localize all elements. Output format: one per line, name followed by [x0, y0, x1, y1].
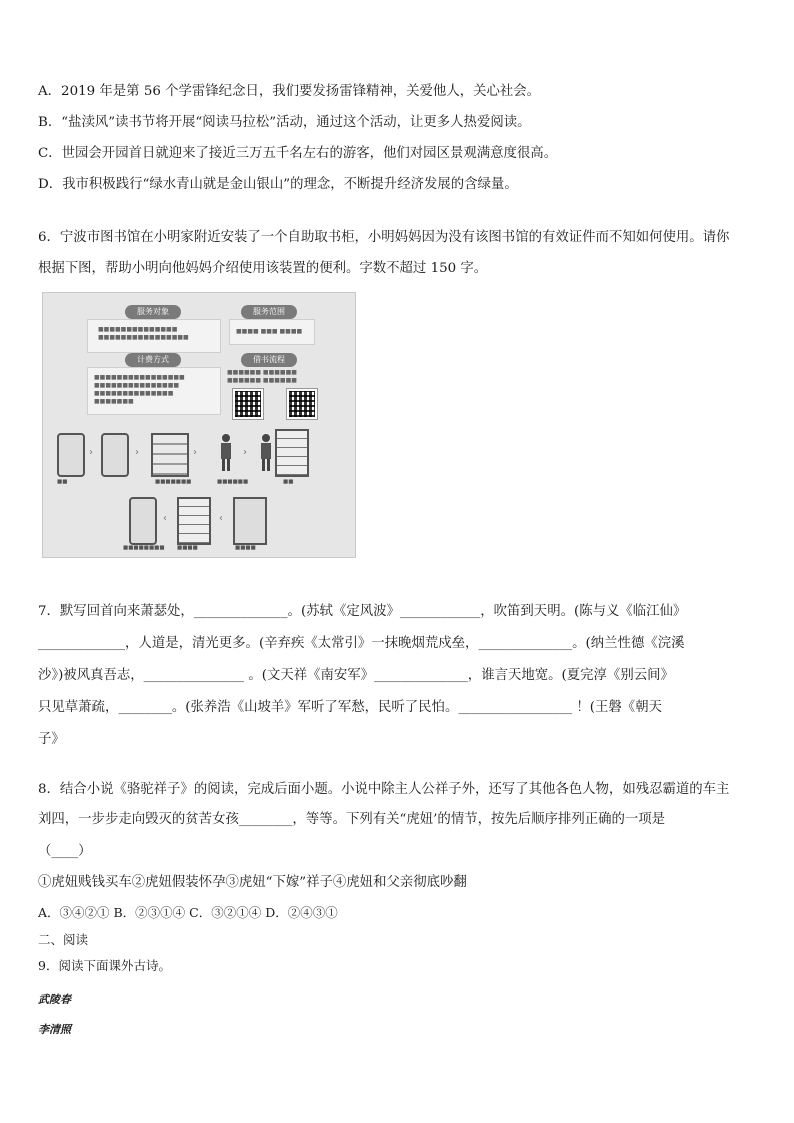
arrow-left-icon: ‹: [163, 513, 167, 524]
q8-text-line3: （____）: [38, 844, 92, 859]
locker-icon: [233, 497, 267, 545]
q9-text-line1: 9．阅读下面课外古诗。: [38, 958, 171, 973]
locker-icon: [177, 497, 211, 545]
bookshelf-icon: [151, 433, 189, 477]
poem-title: 武陵春: [38, 993, 71, 1006]
q7-text-line2: _____________，人道是，清光更多。(辛弃疾《太常引》一抹晚烟荒戍垒，______________。(纳兰性德《浣溪: [38, 636, 685, 651]
q7-text-line3: 沙》)被风真吾志，_______________ 。(文天祥《南安军》______________，谁言天地宽。(夏完淳《别云间》: [38, 668, 674, 683]
q8-text-line1: 8．结合小说《骆驼祥子》的阅读，完成后面小题。小说中除主人公祥子外，还写了其他各色人物，如残忍霸道的车主: [38, 782, 730, 797]
q6-text-line2: 根据下图，帮助小明向他妈妈介绍使用该装置的便利。字数不超过 150 字。: [38, 261, 488, 276]
q5-option-a: A．2019 年是第 56 个学雷锋纪念日，我们要发扬雷锋精神，关爱他人，关心社会。: [38, 84, 541, 99]
locker-icon: [275, 429, 309, 477]
q5-option-b: B．“盐渎风”读书节将开展“阅读马拉松”活动，通过这个活动，让更多人热爱阅读。: [38, 115, 531, 130]
arrow-right-icon: ›: [193, 447, 197, 458]
arrow-right-icon: ›: [243, 447, 247, 458]
section-heading-reading: 二、阅读: [38, 932, 89, 947]
label-borrow-flow: 借书流程: [241, 353, 297, 367]
billing-box: ■■■■■■■■■■■■■■■■ ■■■■■■■■■■■■■■■ ■■■■■■■■■■■■■■ ■■■■■■■: [87, 367, 221, 415]
qr-code-icon: [233, 389, 263, 419]
q5-option-d: D．我市积极践行“绿水青山就是金山银山”的理念，不断提升经济发展的含绿量。: [38, 177, 518, 192]
q5-option-c: C．世园会开园首日就迎来了接近三万五千名左右的游客，他们对园区景观满意度很高。: [38, 146, 558, 161]
q7-text-line1: 7．默写回首向来萧瑟处，______________。(苏轼《定风波》____________，吹笛到天明。(陈与义《临江仙》: [38, 604, 687, 619]
q8-text-line4: ①虎妞贱钱买车②虎妞假装怀孕③虎妞“下嫁”祥子④虎妞和父亲彻底吵翻: [38, 875, 467, 890]
phone-icon: [129, 497, 157, 545]
q8-text-line2: 刘四，一步步走向毁灭的贫苦女孩________，等等。下列有关“虎妞’的情节，按先后顺序排列正确的一项是: [38, 812, 666, 827]
person-icon: [259, 433, 273, 471]
q8-options: A．③④②① B．②③①④ C．③②①④ D．②④③①: [38, 905, 338, 920]
arrow-left-icon: ‹: [219, 513, 223, 524]
service-scope-box: ■■■■ ■■■ ■■■■: [229, 319, 315, 345]
arrow-right-icon: ›: [89, 447, 93, 458]
locker-infographic: 服务对象 ■■■■■■■■■■■■■■ ■■■■■■■■■■■■■■■■ 服务范围 ■■■■ ■■■ ■■■■ 计费方式 ■■■■■■■■■■■■■■■■ ■■■■■■■■■■■■■■■ ■■■■■■■■■■■■■■ ■■■■■■■ 借书流程 ■■■■■■ ■■■■■■ ■■■■■■ ■■■■■■ › › › › ■■ ■■■■■■■ ■■■■■■ ■■ ‹ ‹ ■■■■■■■■ ■■■■ ■■■■: [42, 292, 356, 558]
person-icon: [219, 433, 233, 471]
label-service-scope: 服务范围: [241, 305, 297, 319]
poem-author: 李清照: [38, 1023, 71, 1036]
q7-text-line5: 子》: [38, 732, 65, 747]
q7-text-line4: 只见草萧疏，________。(张养浩《山坡羊》军听了军愁，民听了民怕。_________________ ！(王磐《朝天: [38, 700, 662, 715]
label-service-target: 服务对象: [125, 305, 181, 319]
qr-code-icon: [287, 389, 317, 419]
service-target-box: ■■■■■■■■■■■■■■ ■■■■■■■■■■■■■■■■: [87, 319, 221, 353]
q6-text-line1: 6．宁波市图书馆在小明家附近安装了一个自助取书柜，小明妈妈因为没有该图书馆的有效证件而不知如何使用。请你: [38, 230, 730, 245]
arrow-right-icon: ›: [135, 447, 139, 458]
label-billing: 计费方式: [125, 353, 181, 367]
phone-icon: [101, 433, 129, 477]
phone-icon: [57, 433, 85, 477]
